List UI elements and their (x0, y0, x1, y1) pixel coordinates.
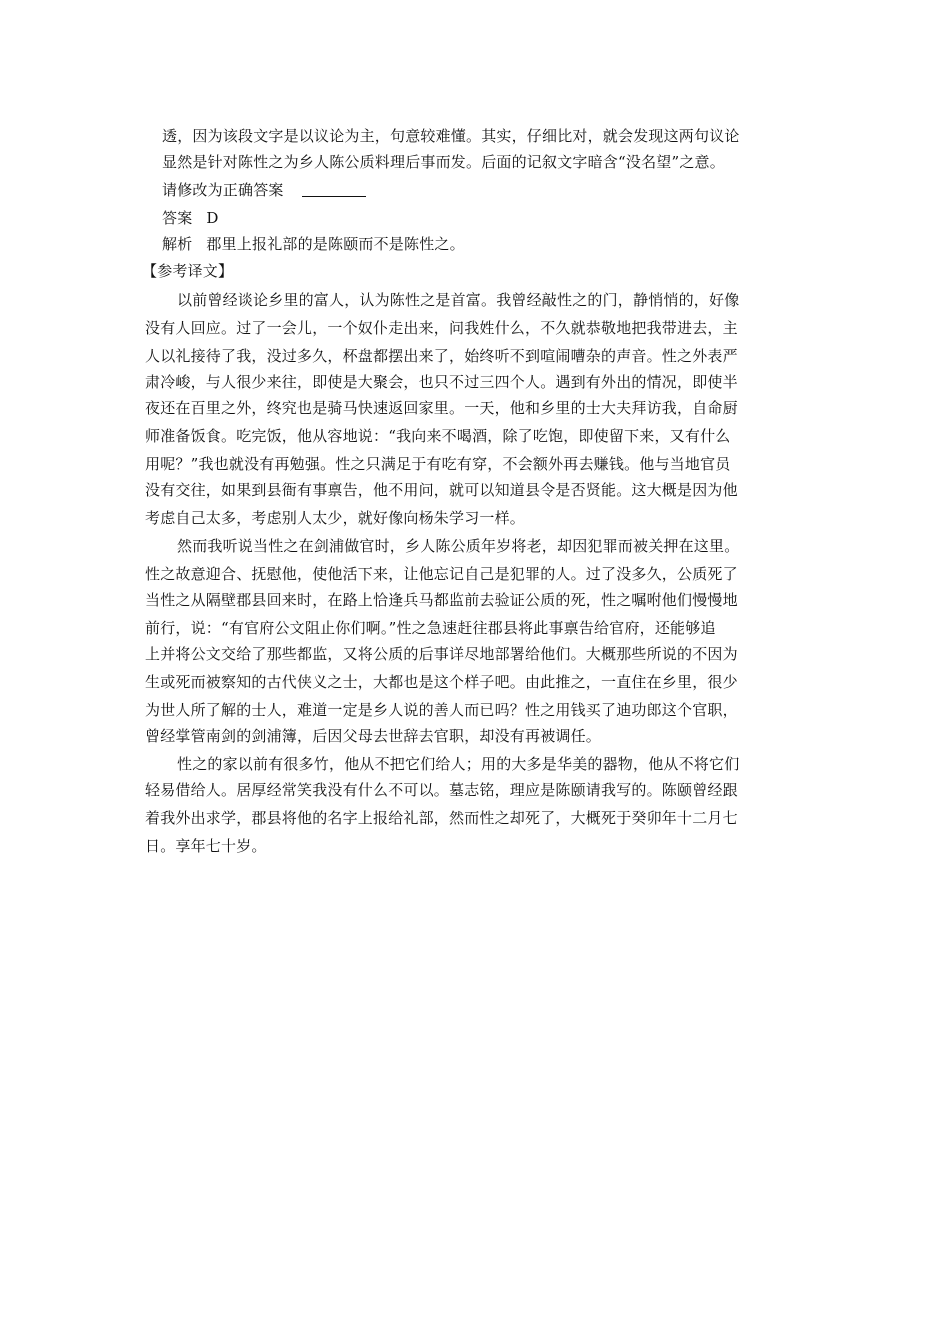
paragraph1-line: 师准备饭食。吃完饭，他从容地说：“我向来不喝酒，除了吃饱，即使留下来，又有什么 (145, 427, 731, 445)
answer-value: D (206, 209, 219, 227)
paragraph3-line: 日。享年七十岁。 (145, 837, 267, 855)
analysis-line (162, 233, 465, 255)
paragraph1-line: 用呢？”我也就没有再勉强。性之只满足于有吃有穿，不会额外再去赚钱。他与当地官员 (145, 455, 731, 473)
translation-heading: 【参考译文】 (142, 262, 234, 280)
answer-prompt-line (162, 179, 366, 201)
analysis-text: 郡里上报礼部的是陈颐而不是陈性之。 (206, 235, 465, 253)
analysis-label: 解析 (162, 235, 193, 253)
paragraph1-line: 夜还在百里之外，终究也是骑马快速返回家里。一天，他和乡里的士大夫拜访我，自命厨 (145, 399, 738, 417)
paragraph1-line: 没有人回应。过了一会儿，一个奴仆走出来，问我姓什么，不久就恭敬地把我带进去，主 (145, 319, 738, 337)
answer-blank (302, 196, 366, 197)
paragraph1-line: 没有交往，如果到县衙有事禀告，他不用问，就可以知道县令是否贤能。这大概是因为他 (145, 481, 738, 499)
paragraph2-line: 曾经掌管南剑的剑浦簿，后因父母去世辞去官职，却没有再被调任。 (145, 727, 602, 745)
answer-label: 答案 (162, 209, 193, 227)
paragraph2-line: 前行，说：“有官府公文阻止你们啊。”性之急速赶往郡县将此事禀告给官府，还能够追 (145, 619, 716, 637)
paragraph2-line: 性之故意迎合、抚慰他，使他活下来，让他忘记自己是犯罪的人。过了没多久，公质死了 (145, 565, 738, 583)
paragraph3-line: 着我外出求学，郡县将他的名字上报给礼部，然而性之却死了，大概死于癸卯年十二月七 (145, 809, 738, 827)
paragraph3-line: 轻易借给人。居厚经常笑我没有什么不可以。墓志铭，理应是陈颐请我写的。陈颐曾经跟 (145, 781, 738, 799)
paragraph2-line: 为世人所了解的士人，难道一定是乡人说的善人而已吗？性之用钱买了迪功郎这个官职， (145, 701, 738, 719)
text-line: 显然是针对陈性之为乡人陈公质料理后事而发。后面的记叙文字暗含“没名望”之意。 (162, 153, 725, 171)
paragraph1-line: 考虑自己太多，考虑别人太少，就好像向杨朱学习一样。 (145, 509, 526, 527)
paragraph2-line: 当性之从隔壁郡县回来时，在路上恰逢兵马都监前去验证公质的死，性之嘱咐他们慢慢地 (145, 591, 738, 609)
paragraph1-line: 人以礼接待了我，没过多久，杯盘都摆出来了，始终听不到喧闹嘈杂的声音。性之外表严 (145, 347, 738, 365)
paragraph1-line: 以前曾经谈论乡里的富人，认为陈性之是首富。我曾经敲性之的门，静悄悄的，好像 (177, 291, 740, 309)
prompt-label: 请修改为正确答案 (162, 181, 284, 199)
paragraph2-line: 上并将公文交给了那些都监，又将公质的后事详尽地部署给他们。大概那些所说的不因为 (145, 645, 738, 663)
paragraph1-line: 肃冷峻，与人很少来往，即使是大聚会，也只不过三四个人。遇到有外出的情况，即使半 (145, 373, 738, 391)
paragraph3-line: 性之的家以前有很多竹，他从不把它们给人；用的大多是华美的器物，他从不将它们 (177, 755, 740, 773)
paragraph2-line: 然而我听说当性之在剑浦做官时，乡人陈公质年岁将老，却因犯罪而被关押在这里。 (177, 537, 740, 555)
answer-line (162, 207, 219, 229)
text-line: 透，因为该段文字是以议论为主，句意较难懂。其实，仔细比对，就会发现这两句议论 (162, 127, 740, 145)
paragraph2-line: 生或死而被察知的古代侠义之士，大都也是这个样子吧。由此推之，一直住在乡里，很少 (145, 673, 738, 691)
